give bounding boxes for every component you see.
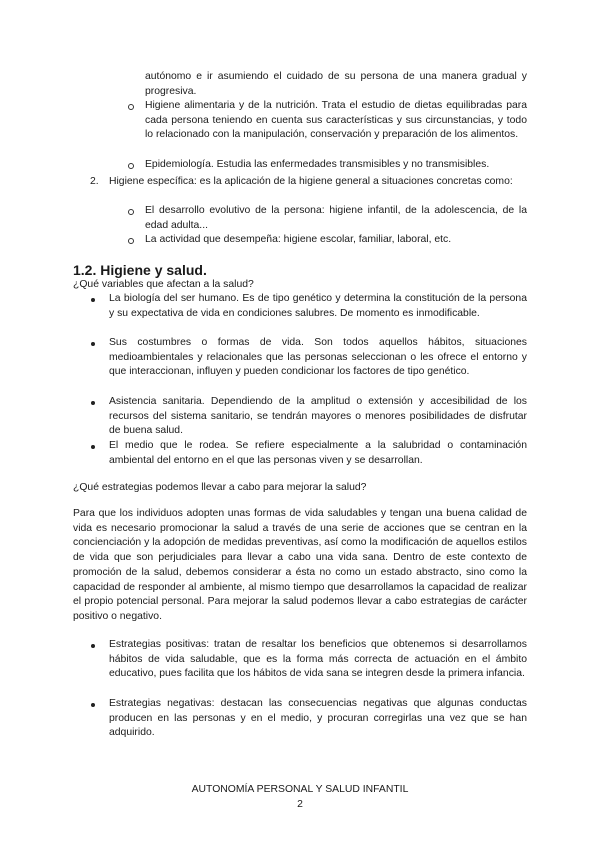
question-variables: ¿Qué variables que afectan a la salud? — [73, 279, 254, 290]
circle-bullet-icon — [128, 238, 134, 244]
page-number: 2 — [297, 799, 303, 810]
list-item: El medio que le rodea. Se refiere especialmente a la salubridad o contaminación ambiental del entorno en el que las personas viven y se desarrollan. — [109, 440, 527, 466]
list-item: Asistencia sanitaria. Dependiendo de la amplitud o extensión y accesibilidad de los recursos del sistema sanitario, se tendrán mayores o menores posibilidades de disfrutar de buena salud. — [109, 396, 527, 437]
list-item: Epidemiología. Estudia las enfermedades transmisibles y no transmisibles. — [145, 159, 490, 170]
question-strategies: ¿Qué estrategias podemos llevar a cabo para mejorar la salud? — [73, 482, 367, 493]
list-item: La actividad que desempeña: higiene escolar, familiar, laboral, etc. — [145, 234, 452, 245]
circle-bullet-icon — [128, 209, 134, 215]
list-item: El desarrollo evolutivo de la persona: higiene infantil, de la adolescencia, de la edad adulta... — [145, 205, 527, 231]
list-item: Higiene alimentaria y de la nutrición. Trata el estudio de dietas equilibradas para cada persona teniendo en cuenta sus características y sus circunstancias, y todo lo relacionado con la manipulación, conservación y preparación de los alimentos. — [145, 100, 527, 141]
numbered-list-item: Higiene específica: es la aplicación de la higiene general a situaciones concretas como: — [109, 176, 513, 187]
bullet-icon — [91, 644, 95, 648]
bullet-icon — [91, 401, 95, 405]
circle-bullet-icon — [128, 163, 134, 169]
continuation-text: autónomo e ir asumiendo el cuidado de su persona de una manera gradual y progresiva. — [145, 71, 527, 97]
list-item: Sus costumbres o formas de vida. Son todos aquellos hábitos, situaciones medioambientales y relacionales que las personas seleccionan o les ofrece el entorno y que interaccionan, influyen y pueden condicionar los factores de tipo genético. — [109, 337, 527, 378]
list-item: La biología del ser humano. Es de tipo genético y determina la constitución de la persona y su expectativa de vida en condiciones salubres. De momento es inmodificable. — [109, 293, 527, 319]
footer-title: AUTONOMÍA PERSONAL Y SALUD INFANTIL — [191, 784, 409, 795]
list-item: Estrategias positivas: tratan de resaltar los beneficios que obtenemos si desarrollamos hábitos de vida saludable, que es la forma más correcta de actuación en el ámbito educativo, pues facilita que los hábitos de vida sana se integren desde la primera infancia. — [109, 639, 527, 680]
strategies-paragraph: Para que los individuos adopten unas formas de vida saludables y tengan una buena calidad de vida es necesario promocionar la salud a través de una serie de acciones que se centran en la concienciación y la adopción de medidas preventivas, así como la modificación de aquellos estilos de vida que son perjudiciales para llevar a cabo una vida sana. Dentro de este contexto de promoción de la salud, debemos considerar a ésta no como un estado abstracto, sino como la capacidad de responder al ambiente, al mismo tiempo que desarrollamos la capacidad de realizar el propio potencial personal. Para mejorar la salud podemos llevar a cabo estrategias de carácter positivo o negativo. — [73, 508, 527, 622]
circle-bullet-icon — [128, 104, 134, 110]
bullet-icon — [91, 342, 95, 346]
section-heading: 1.2. Higiene y salud. — [73, 262, 207, 278]
list-number: 2. — [90, 176, 99, 187]
bullet-icon — [91, 703, 95, 707]
list-item: Estrategias negativas: destacan las consecuencias negativas que algunas conductas producen en las personas y en el medio, y procuran corregirlas una vez que se han adquirido. — [109, 698, 527, 739]
bullet-icon — [91, 445, 95, 449]
bullet-icon — [91, 298, 95, 302]
